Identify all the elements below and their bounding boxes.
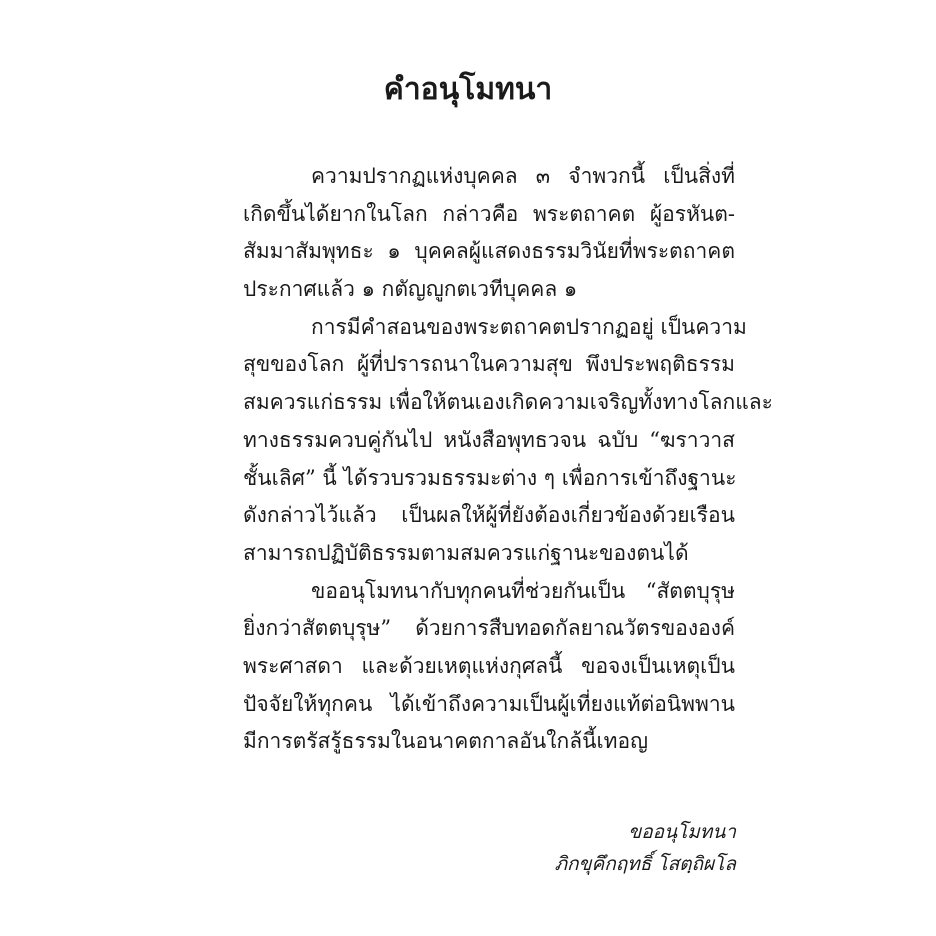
paragraph-2-line-5: ชั้นเลิศ” นี้ ได้รวบรวมธรรมะต่าง ๆ เพื่อการเข้าถึงฐานะ: [243, 465, 737, 490]
paragraph-2-line-4: ทางธรรมควบคู่กันไป หนังสือพุทธวจน ฉบับ “ฆราวาส: [243, 427, 735, 452]
paragraph-2-line-3: สมควรแก่ธรรม เพื่อให้ตนเองเกิดความเจริญทั้งทางโลกและ: [243, 390, 773, 415]
paragraph-2-line-6: ดังกล่าวไว้แล้ว เป็นผลให้ผู้ที่ยังต้องเกี่ยวข้องด้วยเรือน: [243, 503, 735, 528]
paragraph-3-line-2: ยิ่งกว่าสัตตบุรุษ” ด้วยการสืบทอดกัลยาณวัตรขององค์: [243, 616, 735, 641]
paragraph-1-line-1: ความปรากฏแห่งบุคคล ๓ จำพวกนี้ เป็นสิ่งที่: [311, 164, 735, 188]
paragraph-2-line-2: สุขของโลก ผู้ที่ปรารถนาในความสุข พึงประพฤติธรรม: [243, 352, 735, 377]
body-text: [243, 158, 773, 761]
signature-name: ภิกขุคึกฤทธิ์ โสตฺถิผโล: [554, 853, 736, 875]
paragraph-3-line-1: ขออนุโมทนากับทุกคนที่ช่วยกันเป็น “สัตตบุรุษ: [311, 578, 735, 603]
page-title: คำอนุโมทนา: [383, 72, 553, 107]
paragraph-1-line-3: สัมมาสัมพุทธะ ๑ บุคคลผู้แสดงธรรมวินัยที่พระตถาคต: [243, 239, 735, 264]
paragraph-3-line-3: พระศาสดา และด้วยเหตุแห่งกุศลนี้ ขอจงเป็นเหตุเป็น: [243, 653, 735, 678]
paragraph-2-line-1: การมีคำสอนของพระตถาคตปรากฏอยู่ เป็นความ: [311, 314, 747, 339]
signature-greeting: ขออนุโมทนา: [628, 821, 736, 843]
paragraph-3-line-5: มีการตรัสรู้ธรรมในอนาคตกาลอันใกล้นี้เทอญ: [243, 729, 648, 754]
paragraph-1-line-2: เกิดขึ้นได้ยากในโลก กล่าวคือ พระตถาคต ผู้อรหันต-: [243, 201, 735, 226]
paragraph-2-line-7: สามารถปฏิบัติธรรมตามสมควรแก่ฐานะของตนได้: [243, 540, 689, 565]
paragraph-3-line-4: ปัจจัยให้ทุกคน ได้เข้าถึงความเป็นผู้เที่ยงแท้ต่อนิพพาน: [243, 691, 735, 716]
paragraph-1-line-4: ประกาศแล้ว ๑ กตัญญูกตเวทีบุคคล ๑: [243, 277, 578, 302]
signature: [554, 816, 736, 880]
